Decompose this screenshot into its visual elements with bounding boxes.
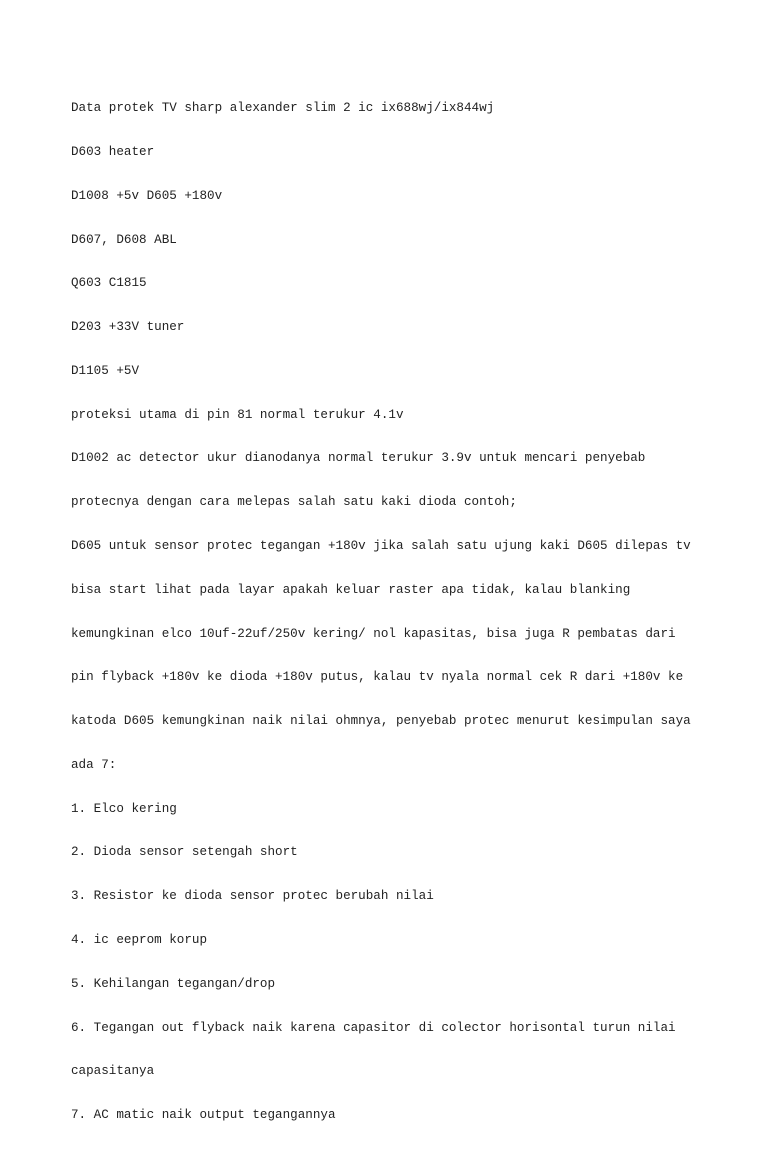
document-line: D1002 ac detector ukur dianodanya normal terukur 3.9v untuk mencari penyebab (71, 451, 646, 466)
list-item: 3. Resistor ke dioda sensor protec berubah nilai (71, 889, 434, 904)
document-line: ada 7: (71, 757, 117, 772)
list-item: 2. Dioda sensor setengah short (71, 845, 298, 860)
document-line: pin flyback +180v ke dioda +180v putus, kalau tv nyala normal cek R dari +180v ke (71, 670, 684, 685)
document-line: proteksi utama di pin 81 normal terukur 4.1v (71, 407, 404, 422)
document-line: D203 +33V tuner (71, 320, 185, 335)
document-line: D607, D608 ABL (71, 232, 177, 247)
list-item-continuation: capasitanya (71, 1064, 155, 1079)
document-line: D603 heater (71, 144, 155, 159)
document-line: katoda D605 kemungkinan naik nilai ohmnya, penyebab protec menurut kesimpulan saya (71, 714, 691, 729)
list-item: 4. ic eeprom korup (71, 933, 208, 948)
document-line: D1008 +5v D605 +180v (71, 188, 223, 203)
document-line: kemungkinan elco 10uf-22uf/250v kering/ nol kapasitas, bisa juga R pembatas dari (71, 626, 676, 641)
list-item: 7. AC matic naik output tegangannya (71, 1108, 336, 1123)
document-line: D1105 +5V (71, 363, 140, 378)
list-item: 1. Elco kering (71, 801, 177, 816)
document-line: Q603 C1815 (71, 276, 147, 291)
document-line: D605 untuk sensor protec tegangan +180v jika salah satu ujung kaki D605 dilepas tv (71, 539, 691, 553)
list-item: 5. Kehilangan tegangan/drop (71, 976, 276, 991)
document-line: protecnya dengan cara melepas salah satu kaki dioda contoh; (71, 495, 517, 510)
list-item: 6. Tegangan out flyback naik karena capasitor di colector horisontal turun nilai (71, 1020, 676, 1035)
document-line: bisa start lihat pada layar apakah keluar raster apa tidak, kalau blanking (71, 582, 631, 597)
document-text (71, 72, 701, 1152)
document-line-title: Data protek TV sharp alexander slim 2 ic ix688wj/ix844wj (71, 101, 495, 116)
